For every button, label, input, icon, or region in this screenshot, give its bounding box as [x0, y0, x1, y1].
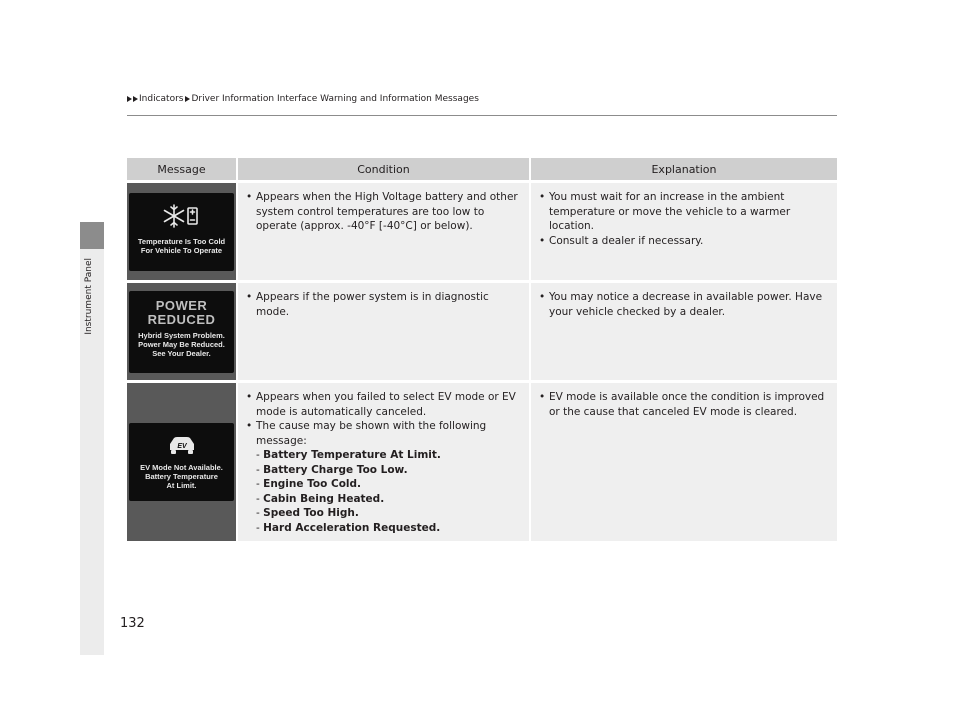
- breadcrumb-arrow-icon: [185, 96, 190, 102]
- screen-line: For Vehicle To Operate: [140, 245, 223, 255]
- breadcrumb-current: Driver Information Interface Warning and Information Messages: [191, 94, 479, 104]
- table-row: [127, 282, 837, 382]
- screen-line: Power May Be Reduced.: [138, 339, 225, 349]
- breadcrumb-arrow-icon: [127, 96, 132, 102]
- table-row: [127, 382, 837, 542]
- explanation-cell: [530, 382, 837, 542]
- section-tab-marker: [80, 222, 104, 249]
- condition-bullet: • Appears when you failed to select EV mode or EV mode is automatically canceled.: [246, 390, 521, 419]
- column-header-explanation: Explanation: [530, 158, 837, 182]
- column-header-message: Message: [127, 158, 237, 182]
- condition-bullet: • The cause may be shown with the following message:: [246, 419, 521, 448]
- breadcrumb-parent[interactable]: Indicators: [139, 94, 184, 104]
- condition-message: - Cabin Being Heated.: [256, 492, 385, 505]
- condition-cell: [237, 282, 530, 382]
- condition-bullet: • Appears if the power system is in diagnostic mode.: [246, 290, 521, 319]
- svg-text:EV: EV: [176, 443, 187, 450]
- screen-line: See Your Dealer.: [152, 348, 211, 358]
- messages-table: [127, 158, 837, 541]
- header-rule: [127, 115, 837, 116]
- screen-line: Temperature Is Too Cold: [137, 236, 226, 246]
- display-screen-too-cold: [129, 193, 234, 271]
- condition-message: - Battery Temperature At Limit.: [256, 449, 441, 461]
- table-header-row: [127, 158, 837, 182]
- condition-bullet: • Appears when the High Voltage battery and other system control temperatures are too low to operate (approx. -40°F [-40°C] or below).: [246, 190, 521, 234]
- page-number: 132: [120, 616, 145, 631]
- message-image-cell: [127, 282, 237, 382]
- display-screen-ev-not-available: [129, 423, 234, 501]
- condition-message: - Speed Too High.: [256, 507, 359, 519]
- screen-line: Battery Temperature: [145, 472, 218, 481]
- condition-message-list: [246, 448, 521, 535]
- table-row: [127, 182, 837, 282]
- column-header-condition: Condition: [237, 158, 530, 182]
- breadcrumb-arrow-icon: [133, 96, 138, 102]
- condition-message: - Hard Acceleration Requested.: [256, 521, 441, 534]
- screen-line: Hybrid System Problem.: [138, 330, 225, 340]
- display-screen-power-reduced: [129, 291, 234, 373]
- explanation-cell: [530, 182, 837, 282]
- ev-car-icon: [164, 433, 200, 457]
- message-image-cell: [127, 382, 237, 542]
- explanation-bullet: • You must wait for an increase in the ambient temperature or move the vehicle to a warmer location.: [539, 190, 829, 234]
- condition-cell: [237, 182, 530, 282]
- screen-title-line: REDUCED: [147, 311, 216, 327]
- snowflake-battery-icon: [160, 201, 204, 231]
- explanation-bullet: • EV mode is available once the condition is improved or the cause that canceled EV mode is cleared.: [539, 390, 829, 419]
- explanation-bullet: • You may notice a decrease in available power. Have your vehicle checked by a dealer.: [539, 290, 829, 319]
- screen-title-line: POWER: [155, 297, 208, 313]
- message-image-cell: [127, 182, 237, 282]
- explanation-bullet: • Consult a dealer if necessary.: [539, 234, 829, 249]
- screen-line: EV Mode Not Available.: [140, 463, 223, 472]
- section-label: Instrument Panel: [84, 258, 94, 335]
- breadcrumb: [127, 94, 479, 104]
- explanation-cell: [530, 282, 837, 382]
- condition-message: - Battery Charge Too Low.: [256, 463, 408, 476]
- condition-message: - Engine Too Cold.: [256, 478, 362, 490]
- condition-cell: [237, 382, 530, 542]
- screen-line: At Limit.: [166, 481, 197, 490]
